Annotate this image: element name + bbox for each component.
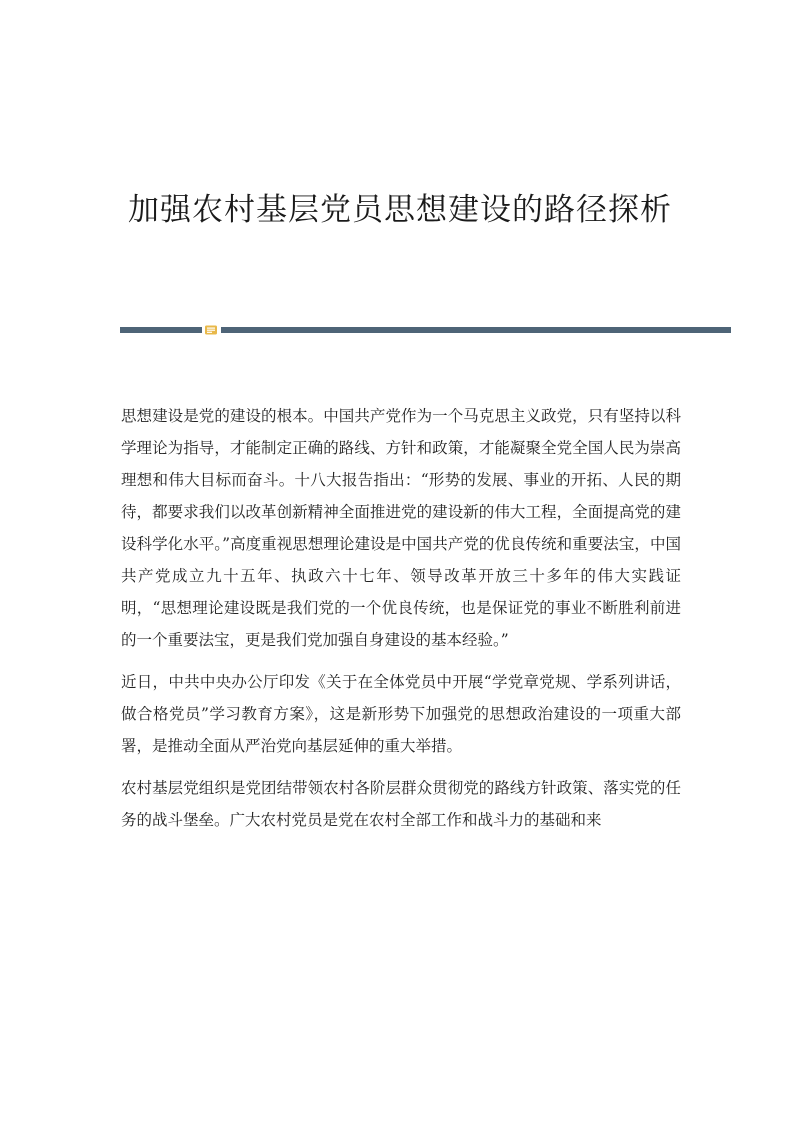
- document-body: [121, 400, 681, 846]
- title-divider: [120, 324, 731, 336]
- divider-bar-left: [120, 327, 202, 333]
- document-title: 加强农村基层党员思想建设的路径探析: [128, 192, 672, 228]
- body-paragraph: 农村基层党组织是党团结带领农村各阶层群众贯彻党的路线方针政策、落实党的任务的战斗堡垒。广大农村党员是党在农村全部工作和战斗力的基础和来: [121, 779, 681, 829]
- divider-bar-right: [221, 327, 731, 333]
- body-paragraph: 近日，中共中央办公厅印发《关于在全体党员中开展“学党章党规、学系列讲话，做合格党员”学习教育方案》，这是新形势下加强党的思想政治建设的一项重大部署，是推动全面从严治党向基层延伸的重大举措。: [121, 673, 681, 755]
- body-paragraph: 思想建设是党的建设的根本。中国共产党作为一个马克思主义政党，只有坚持以科学理论为指导，才能制定正确的路线、方针和政策，才能凝聚全党全国人民为崇高理想和伟大目标而奋斗。十八大报告指出：“形势的发展、事业的开拓、人民的期待，都要求我们以改革创新精神全面推进党的建设新的伟大工程，全面提高党的建设科学化水平。”高度重视思想理论建设是中国共产党的优良传统和重要法宝，中国共产党成立九十五年、执政六十七年、领导改革开放三十多年的伟大实践证明，“思想理论建设既是我们党的一个优良传统，也是保证党的事业不断胜利前进的一个重要法宝，更是我们党加强自身建设的基本经验。”: [121, 407, 681, 649]
- document-emblem-icon: [204, 324, 218, 336]
